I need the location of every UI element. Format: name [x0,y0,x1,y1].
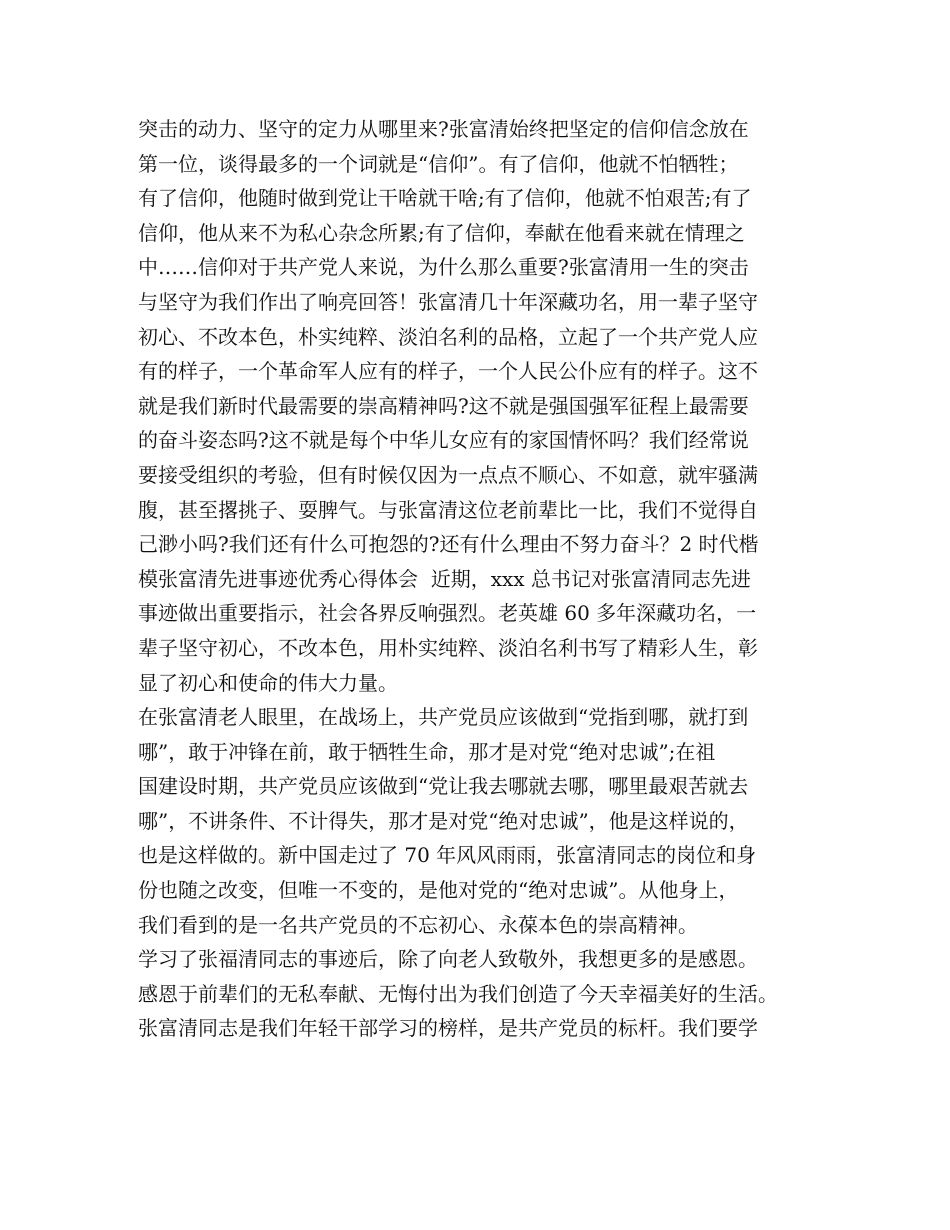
text-line: 也是这样做的。新中国走过了 70 年风风雨雨，张富清同志的岗位和身 [138,843,757,868]
text-line: 国建设时期，共产党员应该做到“党让我去哪就去哪，哪里最艰苦就去 [138,774,749,799]
text-line: 辈子坚守初心，不改本色，用朴实纯粹、淡泊名利书写了精彩人生，彰 [138,635,758,660]
body-text [138,112,838,1046]
text-line: 哪”，敢于冲锋在前，敢于牺牲生命，那才是对党“绝对忠诚”;在祖 [138,739,716,764]
text-line: 与坚守为我们作出了响亮回答！张富清几十年深藏功名，用一辈子坚守 [138,289,758,314]
text-line: 显了初心和使命的伟大力量。 [138,670,398,695]
text-line: 信仰，他从来不为私心杂念所累;有了信仰，奉献在他看来就在情理之 [138,220,745,245]
text-line: 有了信仰，他随时做到党让干啥就干啥;有了信仰，他就不怕艰苦;有了 [138,186,752,211]
text-line: 学习了张福清同志的事迹后，除了向老人致敬外，我想更多的是感恩。 [138,947,758,972]
text-line: 有的样子，一个革命军人应有的样子，一个人民公仆应有的样子。这不 [138,359,758,384]
text-line: 突击的动力、坚守的定力从哪里来?张富清始终把坚定的信仰信念放在 [138,117,749,141]
text-line: 中……信仰对于共产党人来说，为什么那么重要?张富清用一生的突击 [138,255,749,280]
text-line: 模张富清先进事迹优秀心得体会 近期，xxx 总书记对张富清同志先进 [138,566,751,591]
text-line: 的奋斗姿态吗?这不就是每个中华儿女应有的家国情怀吗？我们经常说 [138,428,749,453]
text-line: 要接受组织的考验，但有时候仅因为一点点不顺心、不如意，就牢骚满 [138,462,758,487]
text-line: 第一位，谈得最多的一个词就是“信仰”。有了信仰，他就不怕牺牲； [138,151,739,176]
text-line: 哪”，不讲条件、不计得失，那才是对党“绝对忠诚”，他是这样说的， [138,808,749,833]
text-line: 张富清同志是我们年轻干部学习的榜样，是共产党员的标杆。我们要学 [138,1016,758,1041]
text-line: 事迹做出重要指示，社会各界反响强烈。老英雄 60 多年深藏功名，一 [138,601,757,626]
text-line: 我们看到的是一名共产党员的不忘初心、永葆本色的崇高精神。 [138,912,698,937]
text-line: 就是我们新时代最需要的崇高精神吗?这不就是强国强军征程上最需要 [138,393,749,418]
text-line: 初心、不改本色，朴实纯粹、淡泊名利的品格，立起了一个共产党人应 [138,324,758,349]
text-line: 在张富清老人眼里，在战场上，共产党员应该做到“党指到哪，就打到 [138,705,749,730]
text-line: 己渺小吗?我们还有什么可抱怨的?还有什么理由不努力奋斗？2 时代楷 [138,532,759,557]
text-line: 份也随之改变，但唯一不变的，是他对党的“绝对忠诚”。从他身上， [138,878,739,903]
text-line: 感恩于前辈们的无私奉献、无悔付出为我们创造了今天幸福美好的生活。 [138,981,778,1006]
text-line: 腹，甚至撂挑子、耍脾气。与张富清这位老前辈比一比，我们不觉得自 [138,497,758,522]
